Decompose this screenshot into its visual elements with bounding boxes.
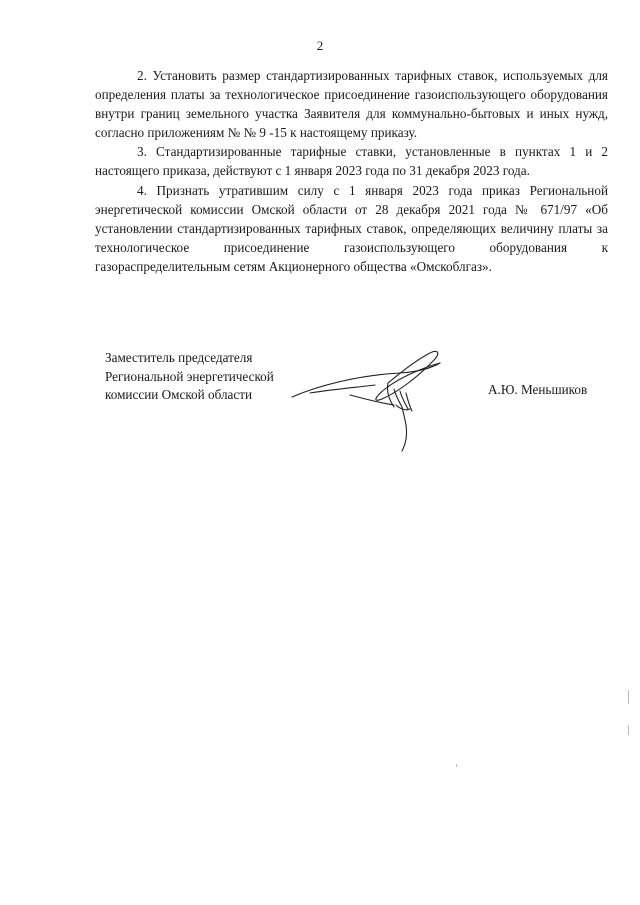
paragraph-4: 4. Признать утратившим силу с 1 января 2023 года приказ Региональной энергетической комиссии Омской области от 28 декабря 2021 года № 671/97 «Об установлении стандартизированных тарифных ставок, определяющих величину платы за технологическое присоединение газоиспользующего оборудования к газораспределительным сетям Акционерного общества «Омскоблгаз». <box>95 182 608 274</box>
signatory-title-line: Заместитель председателя <box>105 350 253 365</box>
document-body <box>95 66 608 276</box>
page-number: 2 <box>316 38 324 53</box>
paragraph-3: 3. Стандартизированные тарифные ставки, установленные в пунктах 1 и 2 настоящего приказа, действуют с 1 января 2023 года по 31 декабря 2023 года. <box>95 144 608 179</box>
signatory-name: А.Ю. Меньшиков <box>488 382 588 397</box>
scan-artifact <box>628 690 629 704</box>
signatory-title-line: Региональной энергетической <box>105 368 274 384</box>
paragraph-2: 2. Установить размер стандартизированных тарифных ставок, используемых для определения платы за технологическое присоединение газоиспользующего оборудования внутри границ земельного участка Заявителя для коммунально-бытовых и иных нужд, согласно приложениям № № 9 -15 к настоящему приказу. <box>95 68 608 141</box>
signatory-title <box>105 349 274 405</box>
signatory-title-line: комиссии Омской области <box>105 387 253 402</box>
scan-artifact <box>628 725 629 735</box>
handwritten-signature <box>290 345 460 455</box>
scan-artifact <box>456 764 457 767</box>
